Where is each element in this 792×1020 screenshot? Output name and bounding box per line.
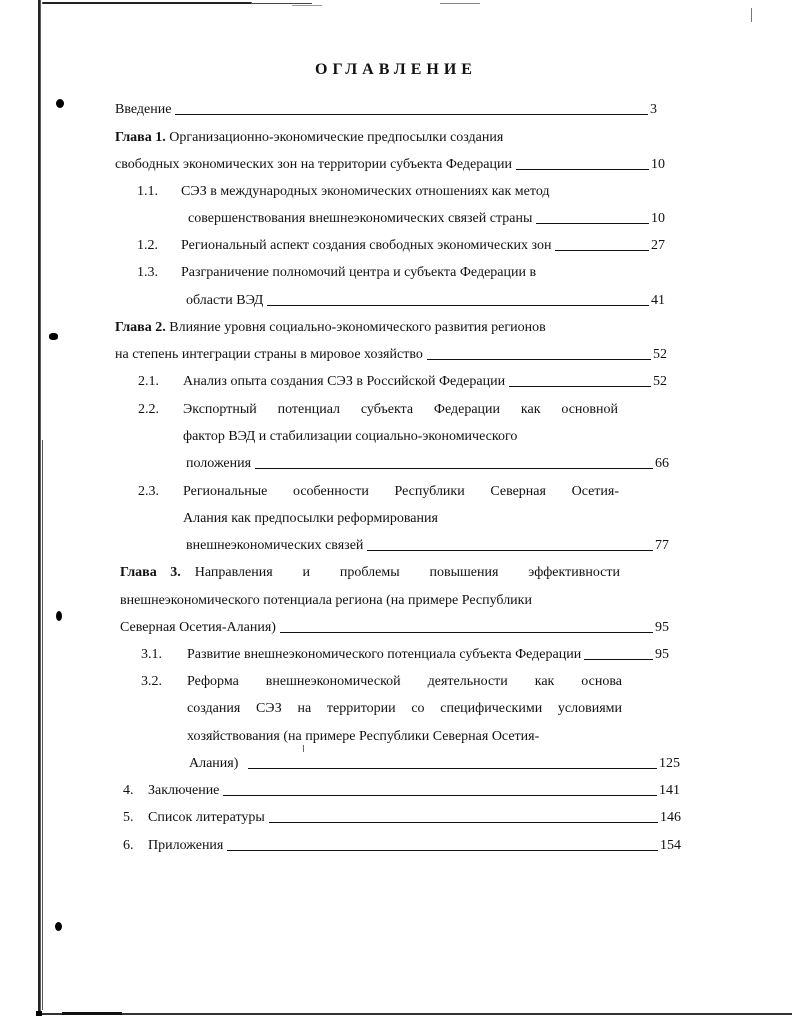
section-title-text: Реформа внешнеэкономической деятельности как основа	[187, 674, 622, 689]
chapter-title-text: Северная Осетия-Алания)	[120, 620, 276, 635]
toc-chapter-1-line1	[115, 129, 503, 147]
section-title-text: Алания)	[189, 756, 239, 771]
toc-page-number: 141	[659, 783, 680, 798]
scan-mark	[303, 745, 304, 752]
section-title-text: Региональные особенности Республики Северная Осетия-	[183, 484, 619, 499]
toc-entry-intro	[115, 101, 657, 119]
toc-entry-text: Введение	[115, 102, 172, 117]
toc-section-1-3	[186, 292, 665, 310]
leader-line	[227, 849, 658, 851]
toc-entry-conclusion	[148, 782, 680, 800]
toc-page-number: 125	[659, 756, 680, 771]
leader-line	[367, 549, 653, 551]
scan-edge-top	[292, 5, 322, 6]
leader-line	[280, 631, 653, 633]
toc-entry-references	[148, 809, 681, 827]
section-title-text: создания СЭЗ на территории со специфическими условиями	[187, 701, 622, 716]
section-title-text: внешнеэкономических связей	[186, 538, 364, 553]
scan-edge-bottom	[38, 1013, 792, 1015]
toc-section-2-3	[186, 537, 669, 555]
section-title-text: хозяйствования (на примере Республики Северная Осетия-	[187, 729, 540, 744]
chapter-title-text: Влияние уровня социально-экономического развития регионов	[169, 320, 546, 335]
item-number: 6.	[123, 838, 134, 853]
leader-line	[269, 821, 658, 823]
toc-page-number: 146	[660, 810, 681, 825]
scan-edge-left	[38, 0, 41, 1014]
section-title-text: Разграничение полномочий центра и субъекта Федерации в	[181, 265, 537, 280]
page-title: ОГЛАВЛЕНИЕ	[315, 61, 477, 78]
leader-line	[555, 249, 649, 251]
scan-edge-left-inner	[42, 440, 43, 1010]
toc-page-number: 154	[660, 838, 681, 853]
section-title-text: области ВЭД	[186, 293, 264, 308]
toc-chapter-3-line3	[120, 619, 669, 637]
leader-line	[509, 385, 651, 387]
toc-chapter-2-line2	[115, 346, 667, 364]
toc-entry-text: Список литературы	[148, 810, 265, 825]
toc-section-2-2	[186, 455, 669, 473]
item-number: 5.	[123, 810, 134, 825]
scan-corner	[36, 1011, 42, 1016]
toc-page-number: 52	[653, 374, 667, 389]
toc-chapter-1-line2	[115, 156, 665, 174]
leader-line	[536, 222, 649, 224]
leader-line	[223, 794, 657, 796]
section-number: 3.1.	[141, 647, 162, 662]
toc-page-number: 95	[655, 620, 669, 635]
leader-line	[248, 767, 657, 769]
toc-section-1-2	[181, 237, 665, 255]
scan-edge-top	[440, 3, 480, 4]
chapter-label: Глава 2.	[115, 320, 166, 335]
chapter-title-text: Организационно-экономические предпосылки создания	[169, 130, 504, 145]
toc-page-number: 10	[651, 157, 665, 172]
toc-chapter-3-line1	[120, 564, 620, 582]
leader-line	[255, 467, 653, 469]
punch-hole-icon	[56, 99, 64, 108]
chapter-label: Глава 3.	[120, 565, 181, 580]
toc-page-number: 66	[655, 456, 669, 471]
section-number: 1.1.	[137, 184, 158, 199]
toc-entry-text: Приложения	[148, 838, 224, 853]
chapter-title-text: Направления и проблемы повышения эффективности	[194, 565, 620, 580]
toc-page-number: 41	[651, 293, 665, 308]
chapter-title-text: внешнеэкономического потенциала региона (на примере Республики	[120, 593, 532, 608]
chapter-label: Глава 1.	[115, 130, 166, 145]
punch-hole-icon	[56, 611, 62, 621]
chapter-title-text: свободных экономических зон на территории субъекта Федерации	[115, 157, 512, 172]
toc-page-number: 95	[655, 647, 669, 662]
toc-page-number: 3	[650, 102, 657, 117]
toc-page-number: 77	[655, 538, 669, 553]
section-title-text: фактор ВЭД и стабилизации социально-экономического	[183, 429, 518, 444]
section-title-text: Развитие внешнеэкономического потенциала субъекта Федерации	[187, 647, 582, 662]
scan-edge-bottom	[62, 1012, 122, 1015]
toc-section-1-1	[188, 210, 665, 228]
item-number: 4.	[123, 783, 134, 798]
section-number: 3.2.	[141, 674, 162, 689]
section-title-text: Экспортный потенциал субъекта Федерации как основной	[183, 402, 618, 417]
toc-entry-appendices	[148, 837, 681, 855]
leader-line	[584, 658, 653, 660]
toc-section-3-1	[187, 646, 669, 664]
scan-mark	[751, 8, 752, 22]
toc-page-number: 52	[653, 347, 667, 362]
scan-edge-top	[42, 2, 252, 4]
leader-line	[516, 168, 649, 170]
toc-page-number: 27	[651, 238, 665, 253]
leader-line	[427, 358, 651, 360]
section-number: 1.2.	[137, 238, 158, 253]
leader-line	[267, 304, 649, 306]
section-number: 2.3.	[138, 484, 159, 499]
toc-chapter-2-line1	[115, 319, 546, 337]
section-number: 1.3.	[137, 265, 158, 280]
section-title-text: СЭЗ в международных экономических отношениях как метод	[181, 184, 550, 199]
section-title-text: положения	[186, 456, 252, 471]
punch-hole-icon	[55, 922, 62, 931]
toc-page-number: 10	[651, 211, 665, 226]
toc-section-2-1	[183, 373, 667, 391]
section-title-text: Региональный аспект создания свободных экономических зон	[181, 238, 552, 253]
section-number: 2.1.	[138, 374, 159, 389]
section-title-text: Алания как предпосылки реформирования	[183, 511, 438, 526]
leader-line	[175, 113, 648, 115]
scan-edge-top	[252, 3, 312, 4]
toc-section-3-2	[189, 755, 680, 773]
punch-hole-icon	[49, 333, 58, 340]
chapter-title-text: на степень интеграции страны в мировое хозяйство	[115, 347, 423, 362]
toc-entry-text: Заключение	[148, 783, 220, 798]
section-title-text: Анализ опыта создания СЭЗ в Российской Федерации	[183, 374, 506, 389]
section-title-text: совершенствования внешнеэкономических связей страны	[188, 211, 533, 226]
section-number: 2.2.	[138, 402, 159, 417]
